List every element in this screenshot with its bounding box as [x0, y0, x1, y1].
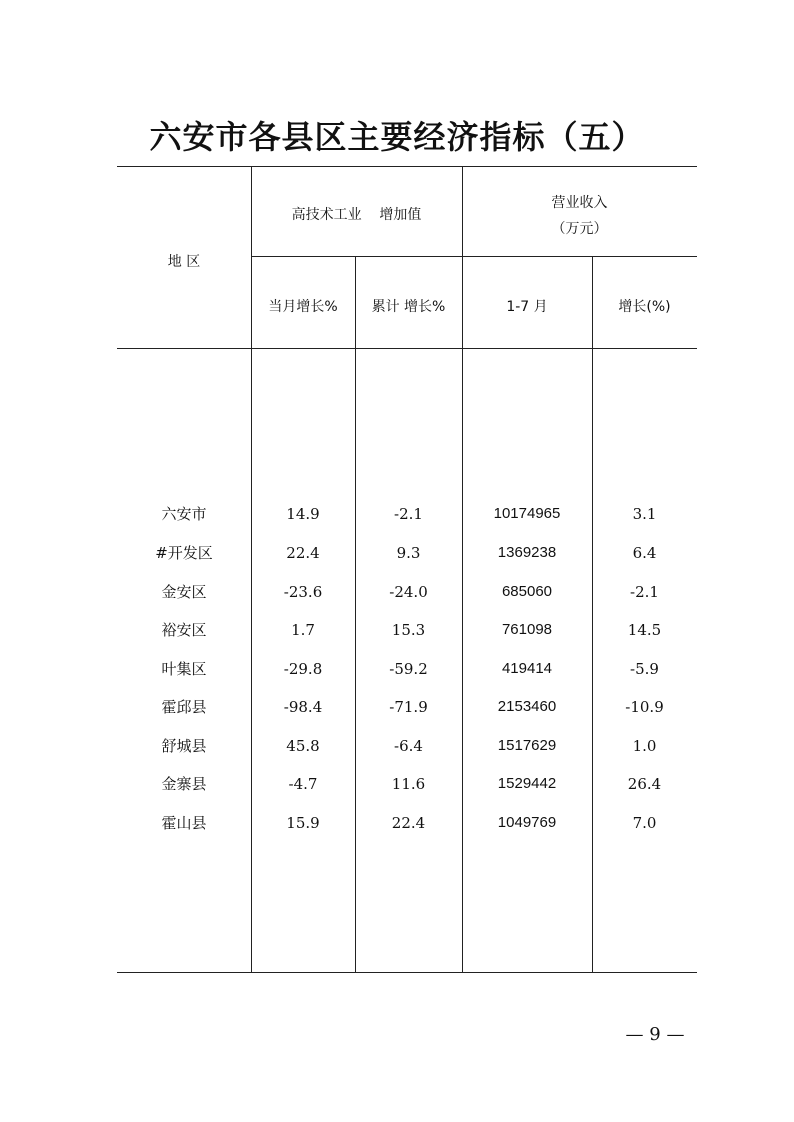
region-name: 六安市	[161, 505, 207, 523]
region-name: #开发区	[155, 544, 213, 562]
revenue-value: 1369238	[497, 544, 557, 561]
table-row	[117, 693, 697, 721]
monthly-growth-value: -98.4	[283, 698, 323, 716]
revenue-growth-value: 7.0	[632, 814, 657, 832]
header-monthly-growth: 当月增长%	[268, 299, 338, 315]
monthly-growth-value: 45.8	[286, 737, 320, 755]
table-top-border	[117, 166, 697, 167]
revenue-value: 1049769	[497, 814, 557, 831]
cumulative-growth-value: -59.2	[389, 660, 428, 678]
header-high-tech-value-added: 高技术工业 增加值	[291, 207, 422, 223]
revenue-growth-value: -10.9	[625, 698, 664, 716]
revenue-growth-value: 1.0	[632, 737, 657, 755]
revenue-value: 761098	[501, 621, 553, 638]
table-row	[117, 578, 697, 606]
cumulative-growth-value: 11.6	[391, 775, 426, 793]
cumulative-growth-value: -6.4	[394, 737, 423, 755]
revenue-growth-value: 26.4	[627, 775, 662, 793]
header-operating-revenue: 营业收入	[551, 195, 608, 211]
table-row	[117, 539, 697, 567]
monthly-growth-value: -4.7	[288, 775, 318, 793]
header-bottom-border	[117, 348, 697, 349]
table-row	[117, 732, 697, 760]
region-name: 霍山县	[161, 814, 207, 832]
cumulative-growth-value: 22.4	[391, 814, 426, 832]
region-name: 舒城县	[161, 737, 207, 755]
page-number: — 9 —	[625, 1024, 685, 1045]
table-row	[117, 500, 697, 528]
region-name: 叶集区	[161, 660, 207, 678]
table-row	[117, 809, 697, 837]
cumulative-growth-value: -71.9	[389, 698, 428, 716]
revenue-growth-value: -2.1	[630, 583, 659, 601]
region-name: 霍邱县	[161, 698, 207, 716]
revenue-value: 1529442	[497, 775, 557, 792]
monthly-growth-value: -29.8	[283, 660, 323, 678]
header-jan-jul: 1-7 月	[506, 299, 548, 315]
monthly-growth-value: -23.6	[283, 583, 323, 601]
cumulative-growth-value: -2.1	[394, 505, 423, 523]
revenue-growth-value: 14.5	[627, 621, 662, 639]
column-divider-revenue	[592, 256, 593, 972]
region-name: 金安区	[161, 583, 207, 601]
revenue-value: 10174965	[493, 505, 561, 522]
header-divider-line	[251, 256, 697, 257]
header-operating-revenue-unit: （万元）	[551, 221, 608, 237]
region-name: 金寨县	[161, 775, 207, 793]
header-cumulative-growth: 累计 增长%	[371, 299, 446, 315]
revenue-value: 2153460	[497, 698, 557, 715]
revenue-value: 419414	[501, 660, 553, 677]
header-growth-percent: 增长(%)	[618, 299, 671, 315]
table-row	[117, 616, 697, 644]
monthly-growth-value: 1.7	[291, 621, 315, 639]
region-name: 裕安区	[161, 621, 207, 639]
column-divider-group	[462, 166, 463, 972]
revenue-growth-value: 3.1	[632, 505, 657, 523]
revenue-value: 1517629	[497, 737, 557, 754]
monthly-growth-value: 22.4	[286, 544, 320, 562]
cumulative-growth-value: -24.0	[389, 583, 428, 601]
table-bottom-border	[117, 972, 697, 973]
revenue-value: 685060	[501, 583, 553, 600]
monthly-growth-value: 14.9	[286, 505, 320, 523]
cumulative-growth-value: 15.3	[391, 621, 426, 639]
revenue-growth-value: 6.4	[632, 544, 657, 562]
table-row	[117, 770, 697, 798]
cumulative-growth-value: 9.3	[396, 544, 421, 562]
column-divider-month	[355, 256, 356, 972]
header-region: 地 区	[167, 254, 201, 270]
monthly-growth-value: 15.9	[286, 814, 320, 832]
page-title: 六安市各县区主要经济指标（五）	[149, 118, 645, 156]
column-divider-region	[251, 166, 252, 972]
table-row	[117, 655, 697, 683]
revenue-growth-value: -5.9	[630, 660, 659, 678]
